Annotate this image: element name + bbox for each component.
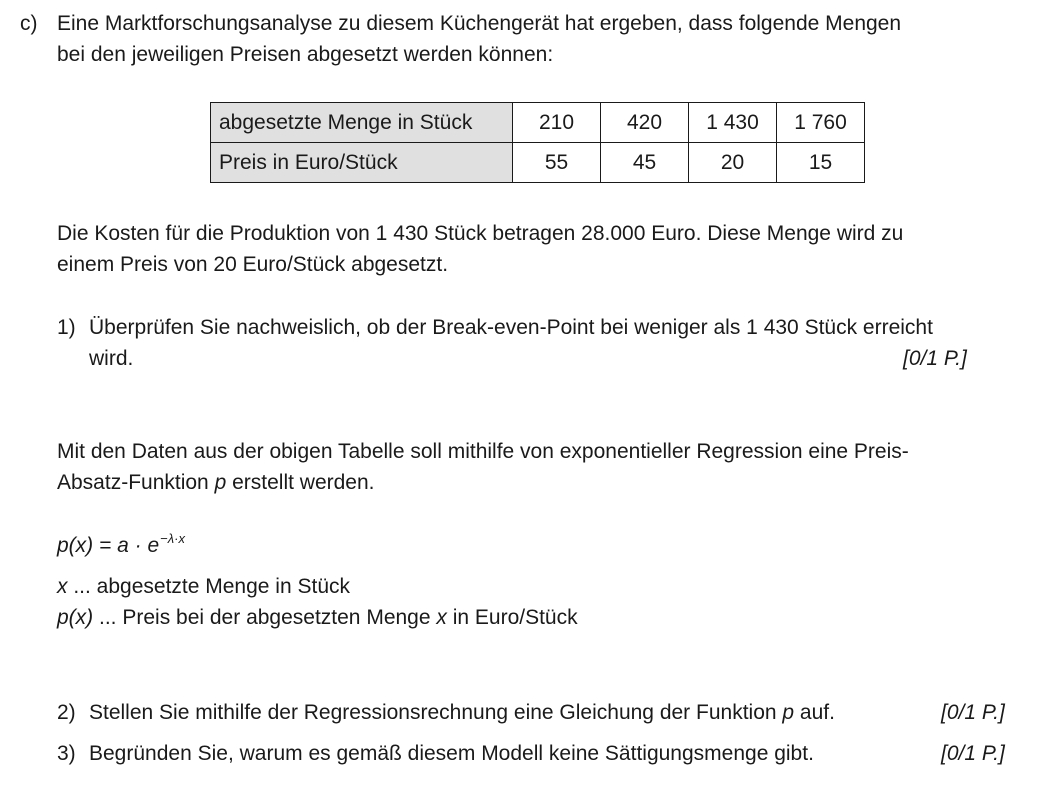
task-1-line-2: wird. <box>89 347 134 370</box>
task-2-text <box>89 697 835 728</box>
definition-p-text-var: x <box>436 606 447 629</box>
regression-line-2-pre: Absatz-Funktion <box>57 471 215 494</box>
definition-x <box>57 571 350 602</box>
function-symbol: p <box>214 471 227 494</box>
regression-line-1: Mit den Daten aus der obigen Tabelle soll mithilfe von exponentieller Regression eine Preis- <box>57 440 909 463</box>
regression-line-2 <box>57 467 375 498</box>
table-cell: 20 <box>689 143 777 183</box>
table-cell: 55 <box>513 143 601 183</box>
definition-p-var: p(x) <box>57 606 94 629</box>
task-3-points: [0/1 P.] <box>941 742 1005 765</box>
table-cell: 45 <box>601 143 689 183</box>
definition-x-var: x <box>57 575 68 598</box>
cost-line-2: einem Preis von 20 Euro/Stück abgesetzt. <box>57 253 449 276</box>
definition-p-text-post: in Euro/Stück <box>446 606 578 629</box>
intro-line-1: Eine Marktforschungsanalyse zu diesem Küchengerät hat ergeben, dass folgende Mengen <box>57 12 902 35</box>
table-row <box>211 103 865 143</box>
formula-main: p(x) = a · e <box>57 534 160 557</box>
formula <box>57 530 185 563</box>
cost-line-1: Die Kosten für die Produktion von 1 430 Stück betragen 28.000 Euro. Diese Menge wird zu <box>57 222 904 245</box>
task-3-text: Begründen Sie, warum es gemäß diesem Modell keine Sättigungsmenge gibt. <box>89 742 814 765</box>
task-2-points: [0/1 P.] <box>941 701 1005 724</box>
table-cell: 210 <box>513 103 601 143</box>
table-cell: 420 <box>601 103 689 143</box>
task-2-text-post: auf. <box>794 701 835 724</box>
table-cell: 1 430 <box>689 103 777 143</box>
formula-exponent: −λ·x <box>160 531 185 546</box>
task-3-number: 3) <box>57 742 76 765</box>
table-row <box>211 143 865 183</box>
definition-p-text-pre: ... Preis bei der abgesetzten Menge <box>93 606 437 629</box>
definition-p <box>57 602 578 633</box>
task-1-number: 1) <box>57 316 76 339</box>
regression-line-2-post: erstellt werden. <box>226 471 375 494</box>
definition-x-text: ... abgesetzte Menge in Stück <box>67 575 350 598</box>
task-2-text-var: p <box>782 701 795 724</box>
intro-line-2: bei den jeweiligen Preisen abgesetzt werden können: <box>57 43 554 66</box>
task-2-text-pre: Stellen Sie mithilfe der Regressionsrechnung eine Gleichung der Funktion <box>89 701 783 724</box>
row-header: abgesetzte Menge in Stück <box>211 103 513 143</box>
row-header: Preis in Euro/Stück <box>211 143 513 183</box>
table-cell: 1 760 <box>777 103 865 143</box>
task-1-points: [0/1 P.] <box>903 347 967 370</box>
part-label: c) <box>20 12 38 35</box>
data-table <box>210 102 865 183</box>
task-2-number: 2) <box>57 701 76 724</box>
task-1-line-1: Überprüfen Sie nachweislich, ob der Break-even-Point bei weniger als 1 430 Stück erreicht <box>89 316 933 339</box>
table-cell: 15 <box>777 143 865 183</box>
